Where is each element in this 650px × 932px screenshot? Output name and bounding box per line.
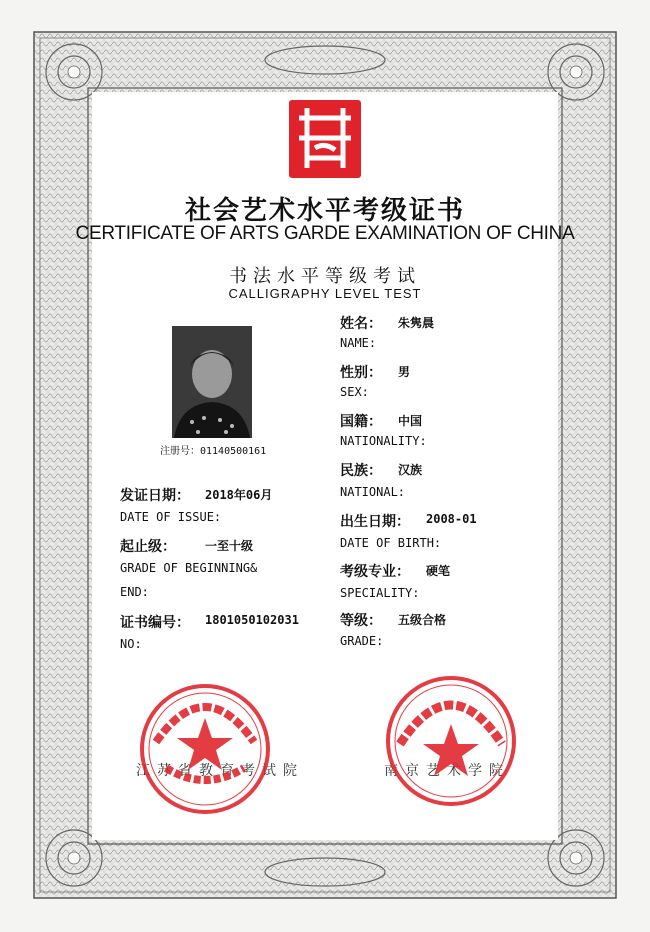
grade-label-en: GRADE: [340,634,384,648]
grade-label: 等级： [340,613,382,629]
sex-label: 性别： [340,365,382,381]
name-label-en: NAME: [340,336,377,350]
birth-date-value: 2008-01 [426,512,477,526]
issue-date-label: 发证日期： [120,488,190,504]
grade-value: 五级合格 [398,613,447,627]
nationality-label-en: NATIONALITY: [340,434,427,448]
sex-value: 男 [398,365,411,379]
birth-date-label: 出生日期： [340,514,410,530]
ethnicity-label: 民族： [340,463,382,479]
grade-range-label-en: GRADE OF BEGINNING& [120,561,258,575]
ethnicity-label-en: NATIONAL: [340,485,406,499]
issue-date-label-en: DATE OF ISSUE: [120,510,222,524]
certificate-number-value: 1801050102031 [205,613,299,627]
issuer-left: 江苏省教育考试院 [136,763,304,779]
registration-number: 注册号：01140500161 [160,446,267,457]
seal-right [384,674,518,808]
seal-left [138,682,272,816]
certificate-subtitle-en: CALLIGRAPHY LEVEL TEST [228,286,422,301]
nationality-value: 中国 [398,414,423,428]
speciality-label-en: SPECIALITY: [340,586,420,600]
birth-date-label-en: DATE OF BIRTH: [340,536,442,550]
ethnicity-value: 汉族 [398,463,423,477]
name-label: 姓名： [340,316,382,332]
speciality-label: 考级专业： [340,564,410,580]
certificate-subtitle: 书法水平等级考试 [229,266,421,287]
certificate-title-en: CERTIFICATE OF ARTS GARDE EXAMINATION OF CHINA [75,223,575,244]
issuer-right: 南京艺术学院 [384,763,510,779]
grade-range-label-en-2: END: [120,585,149,599]
certificate-title: 社会艺术水平考级证书 [184,196,465,226]
logo [287,98,363,180]
sex-label-en: SEX: [340,385,369,399]
nationality-label: 国籍： [340,414,382,430]
speciality-value: 硬笔 [426,564,451,578]
grade-range-value: 一至十级 [205,539,254,553]
certificate-number-label-en: NO: [120,637,142,651]
candidate-photo [172,326,252,438]
grade-range-label: 起止级： [120,539,176,555]
certificate-number-label: 证书编号： [120,615,190,631]
name-value: 朱隽晨 [398,316,435,330]
issue-date-value: 2018年06月 [205,488,273,502]
